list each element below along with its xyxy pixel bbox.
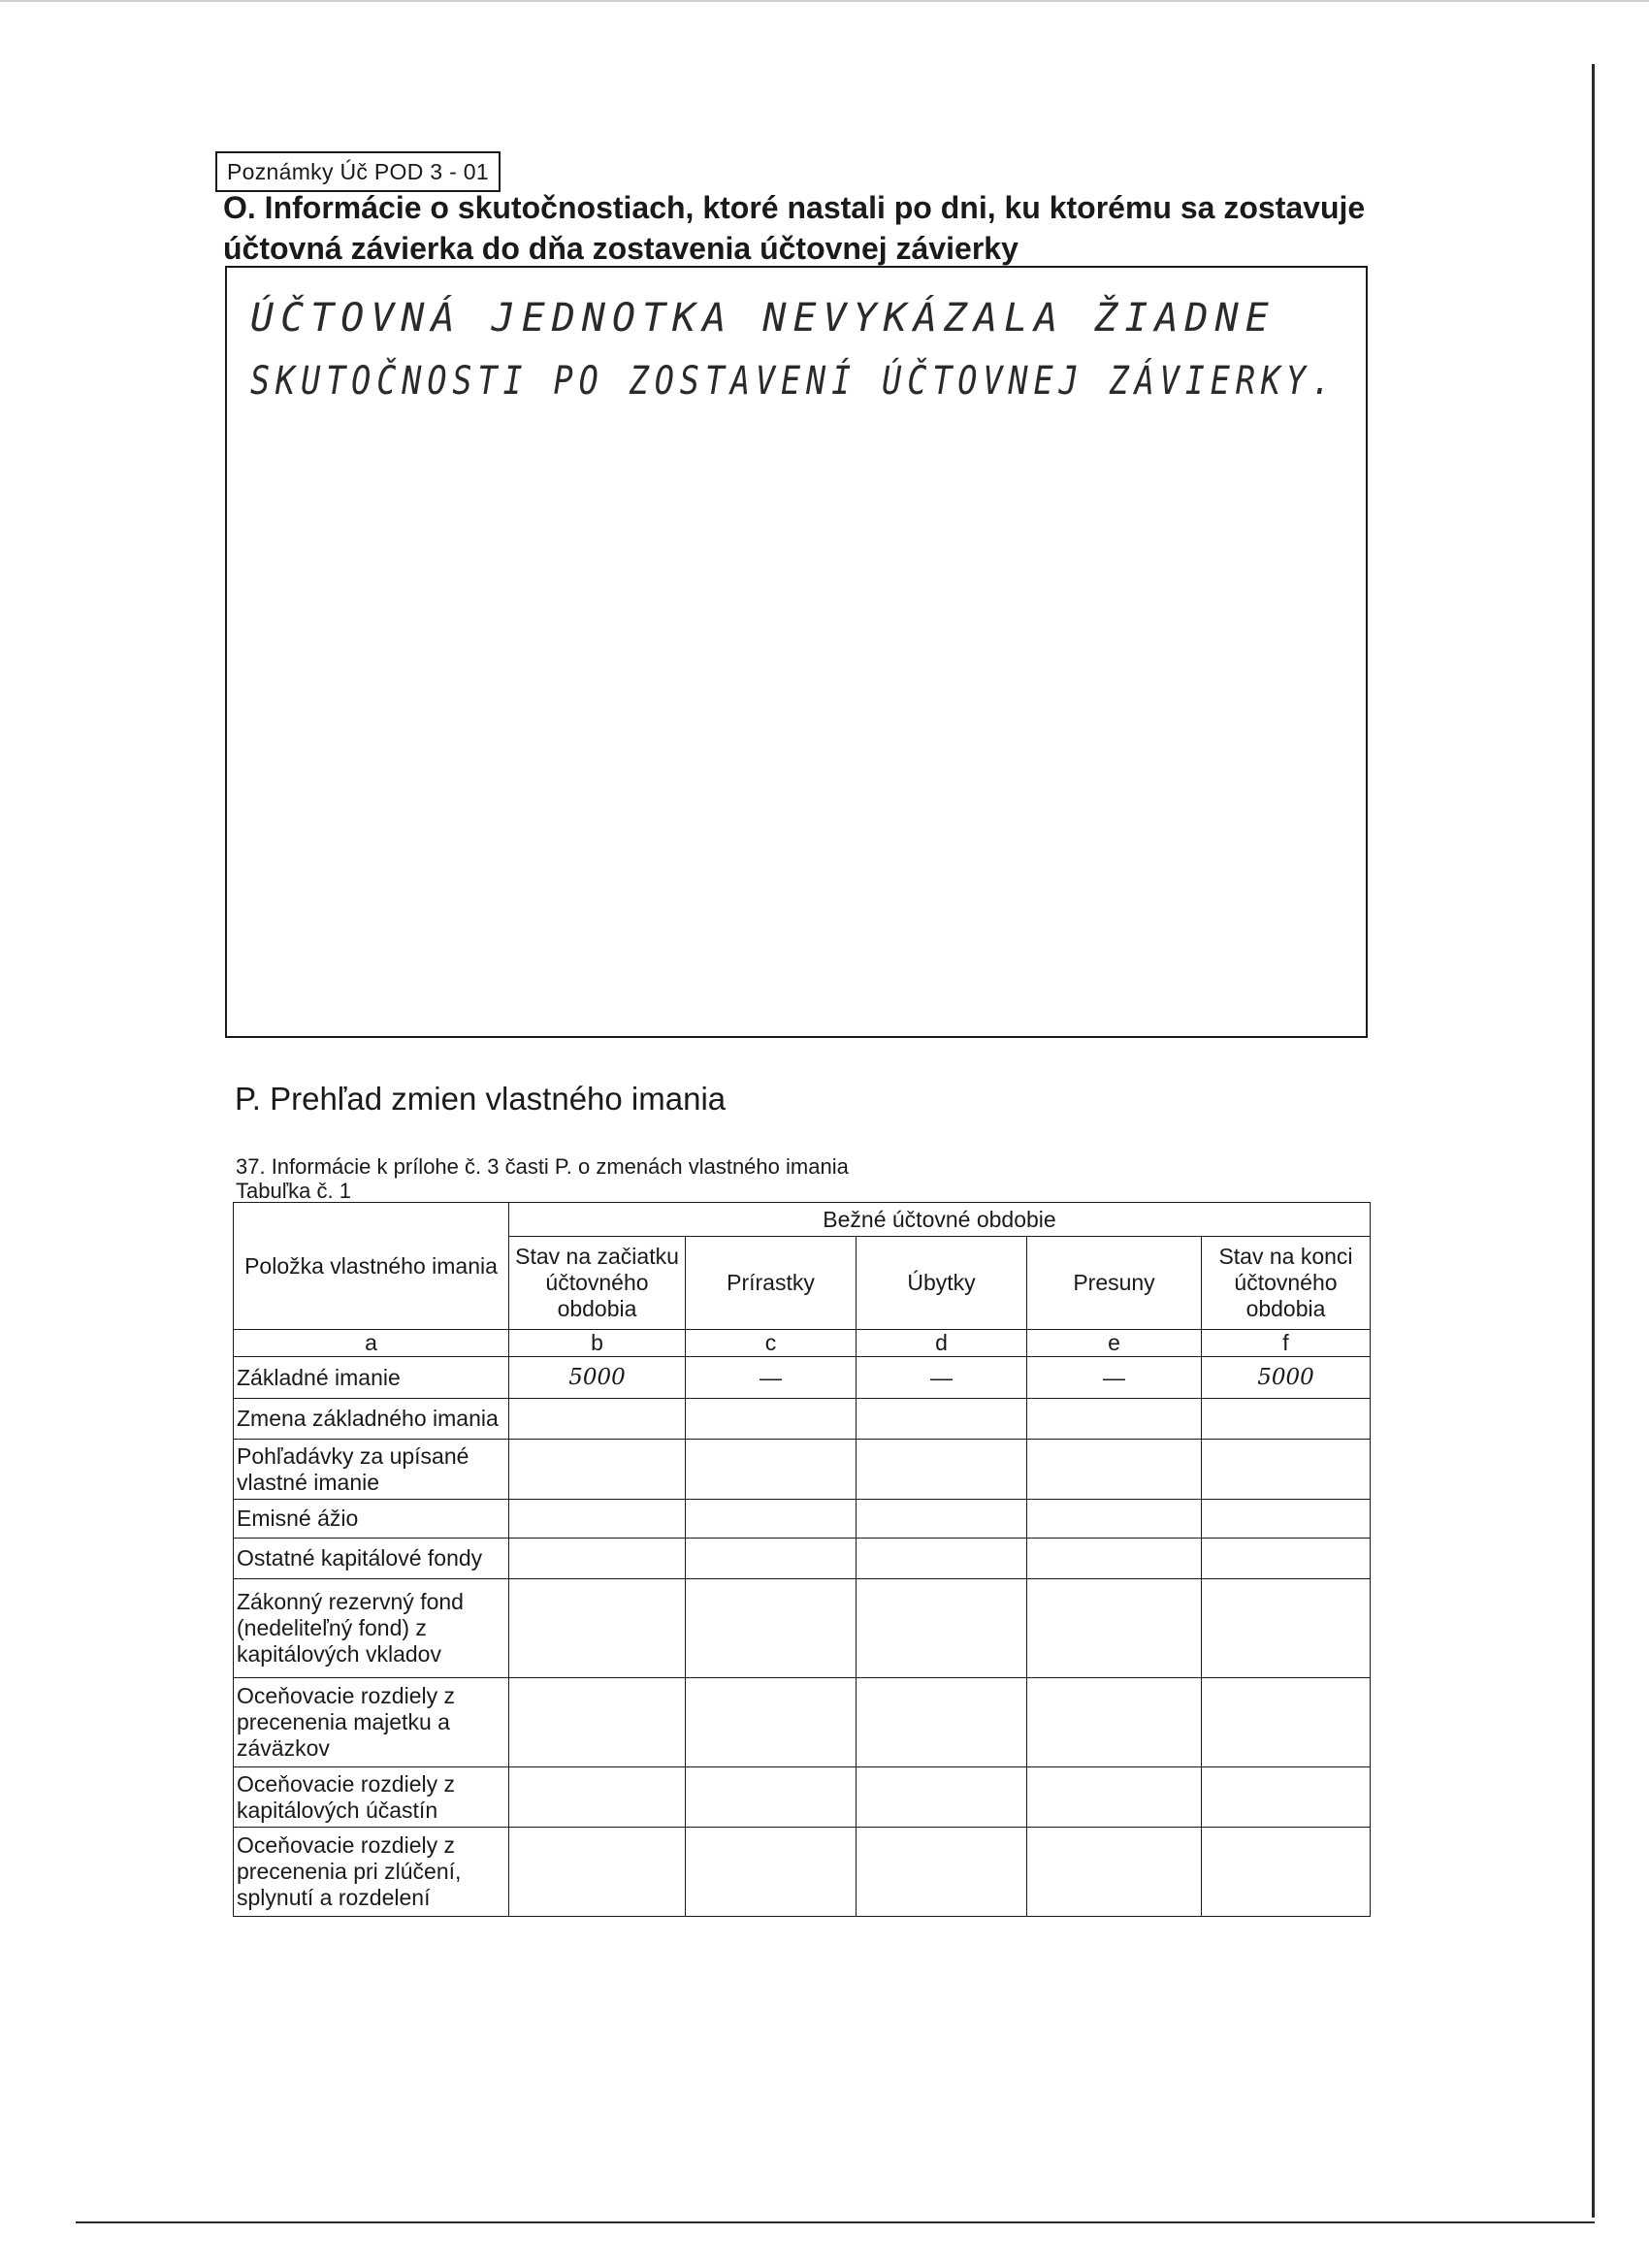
row-label: Oceňovacie rozdiely z precenenia majetku a záväzkov: [234, 1678, 509, 1767]
row-label: Základné imanie: [234, 1357, 509, 1399]
cell-value: [509, 1678, 686, 1767]
col-letter: e: [1027, 1330, 1202, 1357]
cell-value: [509, 1399, 686, 1440]
equity-changes-table: [233, 1202, 1371, 1917]
cell-value: [1202, 1678, 1371, 1767]
section-p-title: P. Prehľad zmien vlastného imania: [235, 1081, 727, 1117]
section-o-title: [223, 187, 1387, 269]
table-row: [234, 1767, 1371, 1828]
table-caption: Tabuľka č. 1: [236, 1179, 351, 1203]
cell-value: [857, 1828, 1027, 1917]
row-label: Zmena základného imania: [234, 1399, 509, 1440]
cell-value: [1202, 1579, 1371, 1678]
table-row: [234, 1678, 1371, 1767]
cell-value: [686, 1828, 857, 1917]
page-edge-bottom: [76, 2221, 1595, 2223]
cell-value: [1027, 1579, 1202, 1678]
cell-value: [1027, 1767, 1202, 1828]
cell-value: —: [686, 1357, 857, 1399]
cell-value: 5000: [1202, 1357, 1371, 1399]
page-edge-top: [0, 0, 1649, 2]
table-row: [234, 1539, 1371, 1579]
section-o-title-line1: O. Informácie o skutočnostiach, ktoré nastali po dni, ku ktorému sa zostavuje: [223, 190, 1366, 225]
cell-value: [857, 1399, 1027, 1440]
cell-value: [686, 1678, 857, 1767]
table-row: [234, 1579, 1371, 1678]
table-row: [234, 1828, 1371, 1917]
cell-value: —: [1027, 1357, 1202, 1399]
cell-value: [509, 1500, 686, 1539]
cell-value: [686, 1767, 857, 1828]
cell-value: [857, 1678, 1027, 1767]
row-header: Položka vlastného imania: [234, 1203, 509, 1330]
cell-value: [509, 1539, 686, 1579]
cell-value: [1027, 1440, 1202, 1500]
cell-value: [1202, 1440, 1371, 1500]
cell-value: [857, 1500, 1027, 1539]
table-row: [234, 1440, 1371, 1500]
page-edge-right: [1592, 64, 1595, 2218]
col-header-start: Stav na začiatku účtovného obdobia: [509, 1237, 686, 1330]
cell-value: [1027, 1500, 1202, 1539]
table-note: 37. Informácie k prílohe č. 3 časti P. o zmenách vlastného imania: [236, 1154, 849, 1179]
row-label: Oceňovacie rozdiely z precenenia pri zlúčení, splynutí a rozdelení: [234, 1828, 509, 1917]
cell-value: [509, 1828, 686, 1917]
group-header: Bežné účtovné obdobie: [509, 1203, 1371, 1237]
cell-value: [686, 1399, 857, 1440]
cell-value: [1027, 1399, 1202, 1440]
cell-value: [857, 1767, 1027, 1828]
cell-value: [1202, 1399, 1371, 1440]
col-letter: c: [686, 1330, 857, 1357]
col-letter: a: [234, 1330, 509, 1357]
col-header-end: Stav na konci účtovného obdobia: [1202, 1237, 1371, 1330]
cell-value: [1202, 1539, 1371, 1579]
row-label: Zákonný rezervný fond (nedeliteľný fond) z kapitálových vkladov: [234, 1579, 509, 1678]
cell-value: [857, 1539, 1027, 1579]
table-row: [234, 1399, 1371, 1440]
col-header-transfer: Presuny: [1027, 1237, 1202, 1330]
table-row: [234, 1357, 1371, 1399]
row-label: Ostatné kapitálové fondy: [234, 1539, 509, 1579]
cell-value: [857, 1579, 1027, 1678]
col-header-decrease: Úbytky: [857, 1237, 1027, 1330]
cell-value: [686, 1500, 857, 1539]
cell-value: [1202, 1828, 1371, 1917]
section-o-title-line2: účtovná závierka do dňa zostavenia účtovnej závierky: [223, 231, 1018, 266]
cell-value: [1027, 1539, 1202, 1579]
form-code-label: Poznámky Úč POD 3 - 01: [215, 151, 501, 192]
cell-value: [1202, 1500, 1371, 1539]
cell-value: [686, 1539, 857, 1579]
cell-value: —: [857, 1357, 1027, 1399]
cell-value: [509, 1579, 686, 1678]
cell-value: 5000: [509, 1357, 686, 1399]
col-letter: b: [509, 1330, 686, 1357]
cell-value: [686, 1579, 857, 1678]
handwritten-answer-line2: SKUTOČNOSTI PO ZOSTAVENÍ ÚČTOVNEJ ZÁVIERKY.: [250, 359, 1338, 404]
col-letter: d: [857, 1330, 1027, 1357]
row-label: Emisné ážio: [234, 1500, 509, 1539]
row-label: Oceňovacie rozdiely z kapitálových účastín: [234, 1767, 509, 1828]
table-row: [234, 1500, 1371, 1539]
cell-value: [686, 1440, 857, 1500]
cell-value: [1027, 1678, 1202, 1767]
cell-value: [1027, 1828, 1202, 1917]
col-header-increase: Prírastky: [686, 1237, 857, 1330]
cell-value: [509, 1440, 686, 1500]
cell-value: [1202, 1767, 1371, 1828]
col-letter: f: [1202, 1330, 1371, 1357]
cell-value: [509, 1767, 686, 1828]
cell-value: [857, 1440, 1027, 1500]
handwritten-answer-line1: ÚČTOVNÁ JEDNOTKA NEVYKÁZALA ŽIADNE: [250, 296, 1276, 340]
row-label: Pohľadávky za upísané vlastné imanie: [234, 1440, 509, 1500]
